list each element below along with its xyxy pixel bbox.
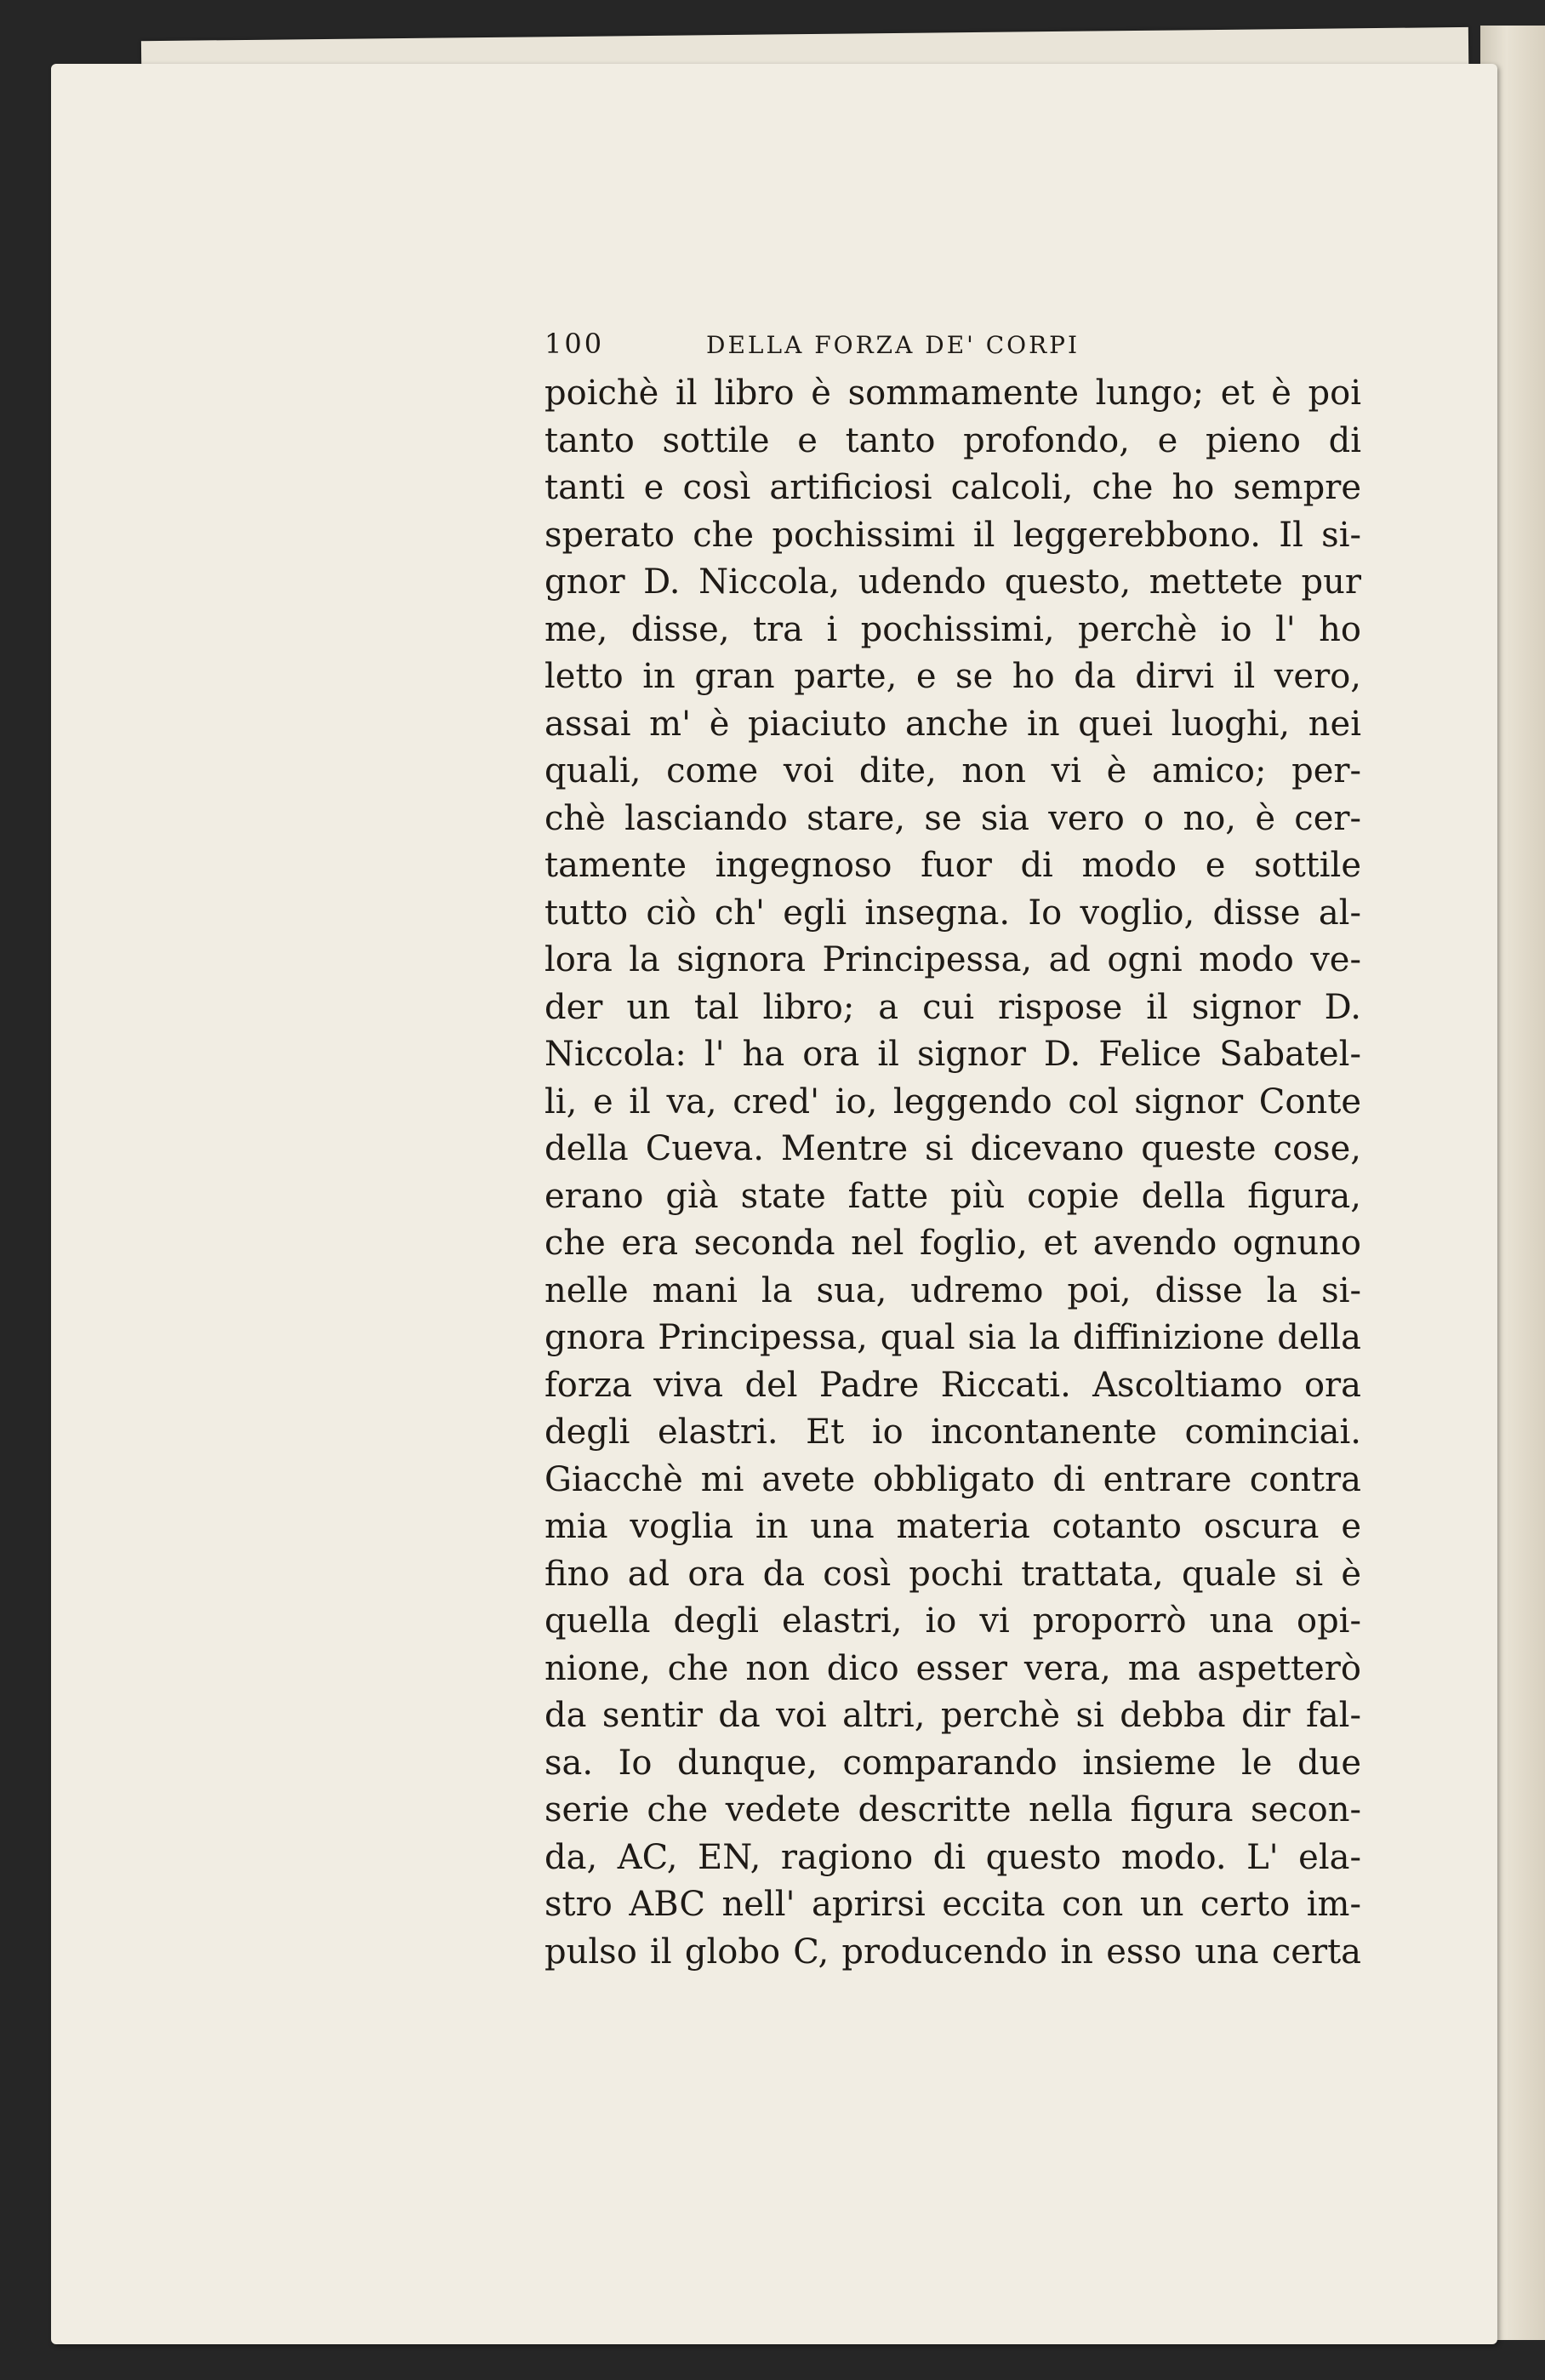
page-number: 100: [544, 328, 605, 360]
text-line: tutto ciò ch' egli insegna. Io voglio, disse al-: [544, 893, 1361, 933]
text-line: quali, come voi dite, non vi è amico; per-: [544, 751, 1361, 790]
text-line: chè lasciando stare, se sia vero o no, è cer-: [544, 798, 1361, 838]
text-line: da sentir da voi altri, perchè si debba dir fal-: [544, 1696, 1361, 1735]
text-line: da, AC, EN, ragiono di questo modo. L' ela-: [544, 1837, 1361, 1877]
text-line: tamente ingegnoso fuor di modo e sottile: [544, 846, 1361, 885]
text-line: mia voglia in una materia cotanto oscura e: [544, 1507, 1361, 1546]
text-line: che era seconda nel foglio, et avendo ognuno: [544, 1224, 1361, 1263]
text-line: tanto sottile e tanto profondo, e pieno di: [544, 420, 1361, 460]
text-line: me, disse, tra i pochissimi, perchè io l' ho: [544, 609, 1361, 649]
text-line: forza viva del Padre Riccati. Ascoltiamo ora: [544, 1365, 1361, 1405]
text-block: [544, 328, 1361, 1976]
text-line: gnor D. Niccola, udendo questo, mettete pur: [544, 562, 1361, 602]
text-line: della Cueva. Mentre si dicevano queste cose,: [544, 1129, 1361, 1168]
text-line: pulso il globo C, producendo in esso una certa: [544, 1932, 1361, 1972]
text-line: sperato che pochissimi il leggerebbono. Il si-: [544, 515, 1361, 555]
text-line: degli elastri. Et io incontanente cominciai.: [544, 1413, 1361, 1452]
text-line: serie che vedete descritte nella figura secon-: [544, 1790, 1361, 1829]
running-head: [544, 328, 1361, 368]
text-line: tanti e così artificiosi calcoli, che ho sempre: [544, 468, 1361, 507]
text-line: Giacchè mi avete obbligato di entrare contra: [544, 1459, 1361, 1499]
running-title: DELLA FORZA DE' CORPI: [706, 331, 1080, 359]
text-line: sa. Io dunque, comparando insieme le due: [544, 1743, 1361, 1783]
text-line: der un tal libro; a cui rispose il signor D.: [544, 987, 1361, 1027]
text-line: nelle mani la sua, udremo poi, disse la si-: [544, 1270, 1361, 1310]
text-line: erano già state fatte più copie della figura,: [544, 1176, 1361, 1216]
text-line: li, e il va, cred' io, leggendo col signor Conte: [544, 1082, 1361, 1122]
text-line: stro ABC nell' aprirsi eccita con un certo im-: [544, 1885, 1361, 1924]
text-line: letto in gran parte, e se ho da dirvi il vero,: [544, 657, 1361, 696]
text-line: quella degli elastri, io vi proporrò una opi-: [544, 1601, 1361, 1641]
text-line: lora la signora Principessa, ad ogni modo ve-: [544, 940, 1361, 979]
text-line: assai m' è piaciuto anche in quei luoghi, nei: [544, 704, 1361, 744]
text-line: gnora Principessa, qual sia la diffinizione della: [544, 1318, 1361, 1357]
text-line: nione, che non dico esser vera, ma aspetterò: [544, 1648, 1361, 1688]
text-line: fino ad ora da così pochi trattata, quale si è: [544, 1554, 1361, 1594]
text-line: Niccola: l' ha ora il signor D. Felice Sabatel-: [544, 1035, 1361, 1074]
text-line: poichè il libro è sommamente lungo; et è poi: [544, 374, 1361, 413]
body-text: [544, 370, 1361, 1976]
